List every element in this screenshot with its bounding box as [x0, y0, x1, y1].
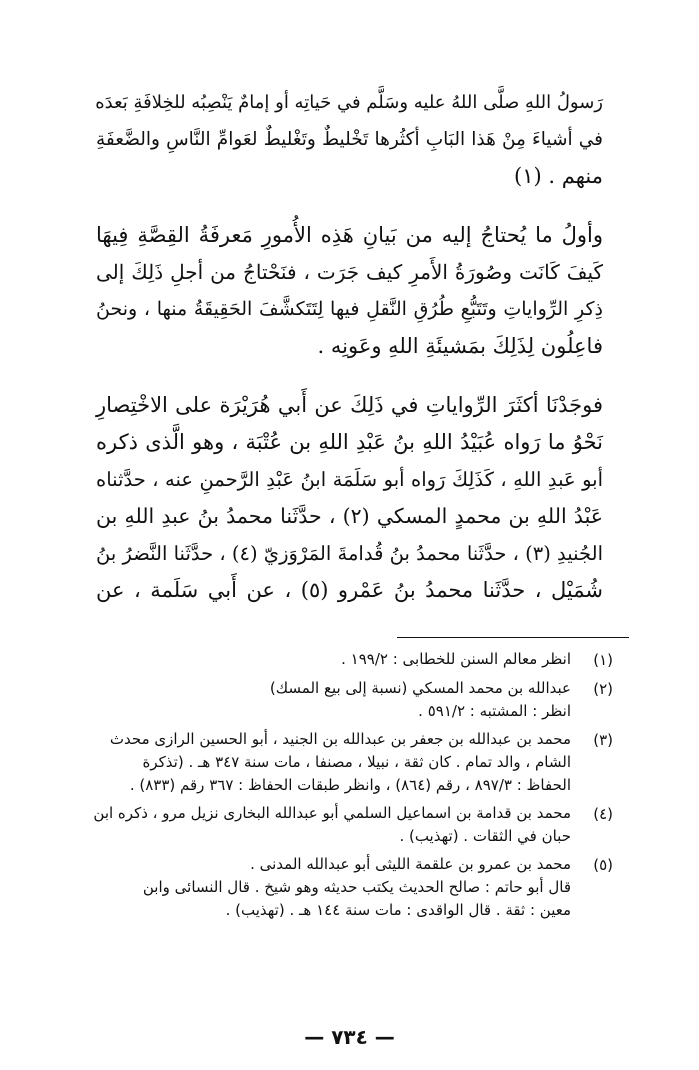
- text-line: عَبْدُ اللهِ بن محمدٍ المسكي (٢) ، حدَّثَنا محمدُ بنُ عبدِ اللهِ بن: [96, 504, 603, 528]
- text-line: وأولُ ما يُحتاجُ إليه من بَيانِ هَذِه الأُمورِ مَعرفَةُ القِصَّةِ فِيهَا: [96, 223, 603, 247]
- footnote-line: عبدالله بن محمد المسكي (نسبة إلى بيع المسك): [269, 679, 571, 697]
- page-number: — ٧٣٤ —: [304, 1025, 395, 1049]
- footnote-number: (٥): [593, 856, 613, 874]
- text-line: ذِكرِ الرِّواياتِ وتَتَبُّعِ طُرُقِ النَّقلِ فيها لِتَتَكشَّفَ الحَقِيقَةُ منها ، ونحنُ: [96, 298, 603, 320]
- text-line: رَسولُ اللهِ صلَّى اللهُ عليه وسَلَّم في حَياتِه أو إمامٌ يَنْصِبُه للخِلافَةِ بَعدَه: [95, 92, 603, 113]
- footnote-line: الشام ، والد تمام . كان ثقة ، نبيلا ، مصنفا ، مات سنة ٣٤٧ هـ . (تذكرة: [142, 753, 571, 771]
- text-line: فاعِلُون لِذَلِكَ بمَشيئَةِ اللهِ وعَونِه .: [317, 334, 603, 358]
- text-line: في أشياءَ مِنْ هَذا البَابِ أكثُرها تَخْليطٌ وتَغْليطٌ لعَوامِّ النَّاسِ والضَّعفَةِ: [96, 129, 603, 150]
- footnote-number: (١): [593, 651, 613, 669]
- footnote-line: الحفاظ : ٨٩٧/٣ ، رقم (٨٦٤) ، وانظر طبقات الحفاظ : ٣٦٧ رقم (٨٣٣) .: [129, 776, 571, 794]
- footnote-1: [88, 648, 613, 672]
- footnote-number: (٢): [593, 680, 613, 698]
- paragraph-2: [96, 217, 603, 365]
- text-line: أبو عَبدِ اللهِ ، كَذَلِكَ رَواه أبو سَلَمَة ابنُ عَبْدِ الرَّحمنِ عنه ، حدَّثناه: [96, 468, 603, 491]
- footnotes: [88, 648, 613, 927]
- footnote-line: محمد بن عبدالله بن جعفر بن عبدالله بن الجنيد ، أبو الحسين الرازى محدث: [109, 730, 571, 748]
- footnote-line: محمد بن قدامة بن اسماعيل السلمي أبو عبدالله البخارى نزيل مرو ، ذكره ابن: [93, 804, 571, 822]
- paragraph-3: [96, 387, 603, 609]
- footnote-line: حبان في الثقات . (تهذيب) .: [399, 827, 571, 845]
- footnote-number: (٣): [593, 731, 613, 749]
- footnote-number: (٤): [593, 805, 613, 823]
- footnote-line: معين : ثقة . قال الواقدى : مات سنة ١٤٤ هـ . (تهذيب) .: [225, 901, 571, 919]
- text-line: نَحْوُ ما رَواه عُبَيْدُ اللهِ بنُ عَبْدِ اللهِ بن عُتْبَة ، وهو الَّذى ذكره: [96, 430, 603, 454]
- footnote-separator: [397, 637, 629, 638]
- footnote-4: [88, 802, 613, 848]
- text-line: كَيفَ كَانَت وصُورَةُ الأَمرِ كيف جَرَت ، فنَحْتاجُ من أجلِ ذَلِكَ إلى: [96, 260, 603, 284]
- footnote-line: قال أبو حاتم : صالح الحديث يكتب حديثه وهو شيخ . قال النسائى وابن: [142, 878, 571, 896]
- footnote-5: [88, 853, 613, 922]
- text-line: الجُنيدِ (٣) ، حدَّثَنا محمدُ بنُ قُدامةَ المَرْوَزيّ (٤) ، حدَّثَنا النَّضرُ بنُ: [96, 542, 603, 565]
- paragraph-1: [96, 84, 603, 195]
- footnote-line: انظر : المشتبه : ٥٩١/٢ .: [418, 702, 571, 720]
- text-line: فوجَدْنَا أكثَرَ الرِّواياتِ في ذَلِكَ عن أَبي هُرَيْرَة على الاخْتِصارِ: [96, 393, 603, 417]
- main-text: [96, 84, 603, 609]
- footnote-2: [88, 677, 613, 723]
- text-line: شُمَيْل ، حدَّثَنا محمدُ بنُ عَمْرو (٥) ، عن أَبي سَلَمة ، عن: [96, 578, 603, 602]
- footnote-line: محمد بن عمرو بن علقمة الليثى أبو عبدالله المدنى .: [250, 855, 571, 873]
- footnote-3: [88, 728, 613, 797]
- text-line: منهم . (١): [514, 164, 603, 188]
- footnote-line: انظر معالم السنن للخطابى : ١٩٩/٢ .: [341, 650, 571, 668]
